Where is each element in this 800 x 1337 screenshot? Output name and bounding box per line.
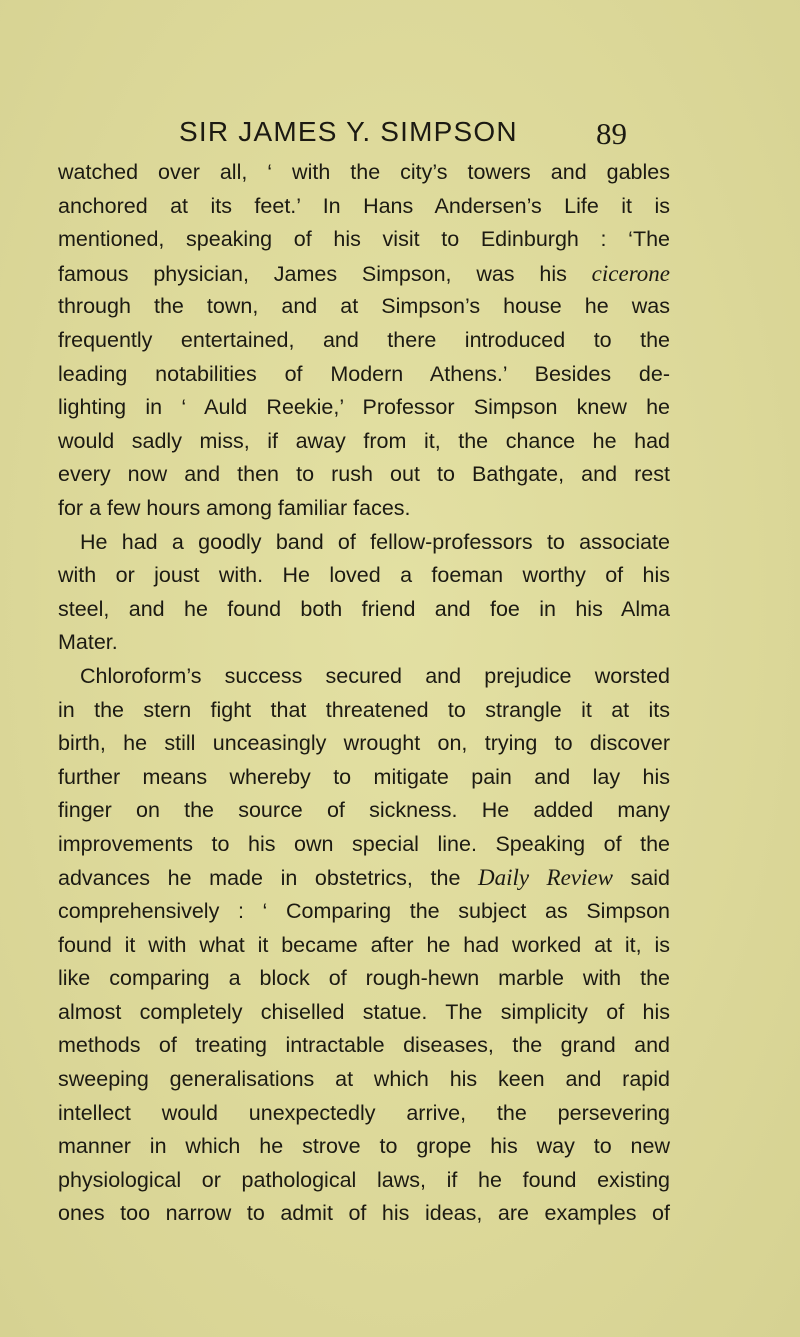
- text-segment: manner in which he strove to grope his way to new: [58, 1134, 670, 1159]
- text-line: [58, 492, 670, 526]
- text-line: [58, 290, 670, 324]
- text-segment: with or joust with. He loved a foeman worthy of his: [58, 563, 670, 588]
- italic-text: cicerone: [591, 260, 670, 286]
- text-segment: almost completely chiselled statue. The simplicity of his: [58, 999, 670, 1024]
- text-segment: ones too narrow to admit of his ideas, are examples of: [58, 1201, 670, 1226]
- text-line: [58, 559, 670, 593]
- text-line: [58, 996, 670, 1030]
- text-line: [58, 828, 670, 862]
- text-line: [58, 1164, 670, 1198]
- text-segment: finger on the source of sickness. He added many: [58, 798, 670, 823]
- text-segment: physiological or pathological laws, if he found existing: [58, 1167, 670, 1192]
- running-title: SIR JAMES Y. SIMPSON: [179, 116, 518, 147]
- text-segment: every now and then to rush out to Bathgate, and rest: [58, 462, 670, 487]
- text-segment: comprehensively : ‘ Comparing the subject as Simpson: [58, 899, 670, 924]
- text-line: [58, 324, 670, 358]
- text-segment: methods of treating intractable diseases, the grand and: [58, 1033, 670, 1058]
- page-number: 89: [596, 116, 627, 151]
- text-line: [58, 425, 670, 459]
- text-segment: leading notabilities of Modern Athens.’ Besides de-: [58, 361, 670, 386]
- text-line: [58, 794, 670, 828]
- text-line: [58, 761, 670, 795]
- text-line: [58, 358, 670, 392]
- text-line: [58, 694, 670, 728]
- text-line: [58, 1063, 670, 1097]
- text-line: [58, 861, 670, 895]
- text-segment: would sadly miss, if away from it, the chance he had: [58, 428, 670, 453]
- text-segment: improvements to his own special line. Speaking of the: [58, 831, 670, 856]
- text-segment: lighting in ‘ Auld Reekie,’ Professor Simpson knew he: [58, 395, 670, 420]
- text-line: [58, 593, 670, 627]
- text-segment: for a few hours among familiar faces.: [58, 495, 411, 520]
- text-segment: through the town, and at Simpson’s house he was: [58, 294, 670, 319]
- text-segment: advances he made in obstetrics, the: [58, 866, 479, 891]
- text-segment: famous physician, James Simpson, was his: [58, 261, 592, 286]
- text-line: [58, 526, 670, 560]
- text-line: [58, 895, 670, 929]
- text-line: [58, 458, 670, 492]
- body-text: [58, 156, 670, 1231]
- text-line: [58, 190, 670, 224]
- text-line: [58, 626, 670, 660]
- text-line: [58, 223, 670, 257]
- text-segment: steel, and he found both friend and foe in his Alma: [58, 596, 670, 621]
- text-line: [58, 391, 670, 425]
- text-segment: Chloroform’s success secured and prejudice worsted: [80, 663, 670, 688]
- text-line: [58, 1130, 670, 1164]
- text-line: [58, 1197, 670, 1231]
- running-head: [0, 112, 800, 152]
- text-line: [58, 929, 670, 963]
- text-segment: said: [612, 866, 670, 891]
- text-segment: mentioned, speaking of his visit to Edinburgh : ‘The: [58, 227, 670, 252]
- text-segment: found it with what it became after he had worked at it, is: [58, 932, 670, 957]
- text-segment: anchored at its feet.’ In Hans Andersen’s Life it is: [58, 193, 670, 218]
- text-segment: intellect would unexpectedly arrive, the persevering: [58, 1100, 670, 1125]
- text-segment: frequently entertained, and there introduced to the: [58, 327, 670, 352]
- text-segment: further means whereby to mitigate pain and lay his: [58, 764, 670, 789]
- text-segment: sweeping generalisations at which his keen and rapid: [58, 1067, 670, 1092]
- text-segment: Mater.: [58, 630, 118, 655]
- text-segment: in the stern fight that threatened to strangle it at its: [58, 697, 670, 722]
- text-line: [58, 1097, 670, 1131]
- text-line: [58, 727, 670, 761]
- text-line: [58, 156, 670, 190]
- text-segment: like comparing a block of rough-hewn marble with the: [58, 966, 670, 991]
- text-line: [58, 257, 670, 291]
- text-line: [58, 1029, 670, 1063]
- text-segment: watched over all, ‘ with the city’s towers and gables: [58, 160, 670, 184]
- text-segment: birth, he still unceasingly wrought on, trying to discover: [58, 731, 670, 756]
- text-line: [58, 660, 670, 694]
- italic-text: Daily Review: [478, 865, 613, 891]
- text-line: [58, 962, 670, 996]
- text-segment: He had a goodly band of fellow-professors to associate: [80, 529, 670, 554]
